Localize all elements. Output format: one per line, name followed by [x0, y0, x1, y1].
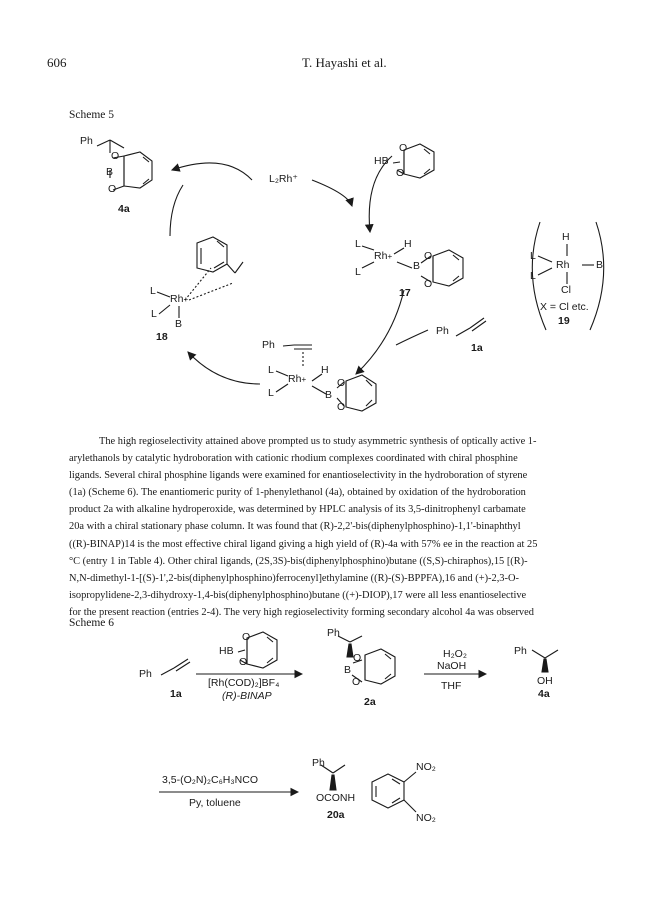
atom-cl: Cl: [561, 284, 571, 296]
atom-o: O: [399, 142, 408, 154]
atom-l: L: [151, 308, 157, 320]
atom-o: O: [353, 652, 362, 664]
atom-b: B: [344, 664, 352, 676]
structure-2a: [338, 636, 395, 684]
atom-l: L: [530, 250, 536, 262]
atom-h: H: [404, 238, 412, 250]
atom-b: B: [325, 389, 333, 401]
atom-rh: Rh+: [374, 250, 393, 262]
atom-rh: Rh+: [170, 293, 189, 305]
reagent-py-toluene: Py, toluene: [189, 797, 241, 809]
structure-4a-scheme5: [97, 140, 152, 190]
paragraph-line: for the present reaction (entries 2-4). The very high regioselectivity forming secondary alcohol 4a was observed: [69, 606, 534, 618]
ph-label: Ph: [262, 339, 275, 351]
compound-label-18: 18: [156, 331, 168, 343]
atom-l: L: [268, 364, 274, 376]
atom-b: B: [175, 318, 183, 330]
reagent-binap: (R)-BINAP: [222, 690, 272, 702]
ph-label: Ph: [80, 135, 93, 147]
structure-styrene-1a-scheme5: [456, 318, 486, 336]
atom-l: L: [268, 387, 274, 399]
catalytic-cycle-arrows: [170, 156, 428, 384]
atom-o: O: [424, 250, 433, 262]
compound-label-2a: 2a: [364, 696, 376, 708]
paragraph-line: The high regioselectivity attained above prompted us to study asymmetric synthesis of optically active 1-: [99, 436, 537, 447]
atom-hb: HB: [374, 155, 389, 167]
atom-rh: Rh: [556, 259, 570, 271]
scheme5-label: Scheme 5: [69, 109, 115, 121]
structure-styrene-1a-scheme6: [161, 659, 190, 675]
reagent-hb: HB: [219, 645, 234, 657]
atom-o: O: [242, 631, 251, 643]
atom-o: O: [239, 656, 248, 668]
reagent-isocyanate: 3,5-(O₂N)₂C₆H₃NCO: [162, 774, 258, 786]
atom-o: O: [108, 183, 117, 195]
paragraph-line: °C (entry 1 in Table 4). Other chiral ligands, (2S,3S)-bis(diphenylphosphino)butane ((S,S)-chiraphos),15 [(R)-: [69, 555, 528, 567]
atom-o: O: [424, 278, 433, 290]
atom-o: O: [352, 676, 361, 688]
paragraph-line: 20a with a chiral stationary phase column. It was found that (R)-2,2'-bis(diphenylphosphino)-1,1'-binaphthyl: [69, 521, 521, 533]
atom-b: B: [106, 166, 114, 178]
compound-label-1a: 1a: [170, 688, 182, 700]
reagent-rh: [Rh(COD)₂]BF₄: [208, 677, 280, 689]
solvent-thf: THF: [441, 680, 462, 692]
structure-4a-scheme6: [532, 650, 558, 672]
atom-l: L: [150, 285, 156, 297]
paragraph-line: (1a) (Scheme 6). The enantiomeric purity of 1-phenylethanol (4a), obtained by oxidation of the hydroboration: [69, 487, 526, 499]
paragraph-line: ligands. Several chiral phosphine ligands were examined for enantioselectivity in the hydroboration of styrene: [69, 470, 528, 482]
paragraph-line: ((R)-BINAP)14 is the most effective chiral ligand giving a high yield of (R)-4a with 57% ee in the reaction at 25: [69, 538, 538, 550]
atom-l: L: [355, 238, 361, 250]
ph-label: Ph: [312, 757, 325, 769]
scheme6-label: Scheme 6: [69, 617, 115, 629]
ph-label: Ph: [436, 325, 449, 337]
catalyst-label: L₂Rh⁺: [269, 173, 298, 185]
ph-label: Ph: [139, 668, 152, 680]
paragraph-line: isopropylidene-2,3-dihydroxy-1,4-bis(diphenylphosphino)butane ((+)-DIOP),17 were all less enantioselective: [69, 589, 527, 601]
atom-o: O: [337, 377, 346, 389]
atom-h: H: [321, 364, 329, 376]
no2-label: NO₂: [416, 812, 436, 824]
atom-o: O: [396, 167, 405, 179]
compound-label-20a: 20a: [327, 809, 345, 821]
compound-label-19: 19: [558, 315, 570, 327]
page-number: 606: [47, 55, 67, 70]
atom-b: B: [596, 259, 604, 271]
atom-l: L: [530, 270, 536, 282]
structure-20a: [321, 765, 416, 812]
reagent-naoh: NaOH: [437, 660, 467, 672]
atom-b: B: [413, 260, 421, 272]
compound-label-4a: 4a: [118, 203, 130, 215]
compound-label-4a: 4a: [538, 688, 550, 700]
ph-label: Ph: [327, 627, 340, 639]
oh-label: OH: [537, 675, 553, 687]
running-title: T. Hayashi et al.: [302, 55, 387, 70]
ph-label: Ph: [514, 645, 527, 657]
atom-rh: Rh+: [288, 373, 307, 385]
atom-l: L: [355, 266, 361, 278]
no2-label: NO₂: [416, 761, 436, 773]
compound-label-17: 17: [399, 287, 411, 299]
paragraph-line: product 2a with alkaline hydroperoxide, was determined by HPLC analysis of its 3,5-dinitrophenyl carbamate: [69, 504, 526, 516]
paragraph-line: arylethanols by catalytic hydroboration with cationic rhodium complexes coordinated with chiral phosphine: [69, 453, 518, 465]
structure-18: [157, 237, 243, 318]
reagent-h2o2: H₂O₂: [443, 648, 467, 660]
atom-o: O: [337, 401, 346, 413]
atom-h: H: [562, 231, 570, 243]
body-paragraph: [69, 433, 605, 621]
paragraph-line: N,N-dimethyl-1-[(S)-1',2-bis(diphenylphosphino)ferrocenyl]ethylamine ((R)-(S)-BPPFA),16 and (+)-2,3-O-: [69, 572, 519, 584]
x-note: X = Cl etc.: [540, 301, 589, 313]
oconh-label: OCONH: [316, 792, 356, 804]
compound-label-1a: 1a: [471, 342, 483, 354]
atom-o: O: [111, 150, 120, 162]
